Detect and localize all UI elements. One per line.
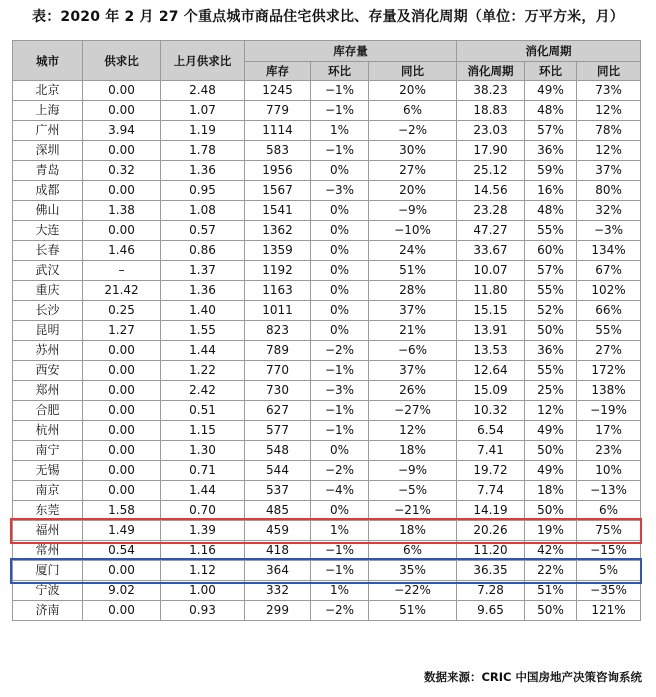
cell-cycle-mom: 50% [525,441,577,461]
cell-cycle-mom: 49% [525,81,577,101]
cell-inventory-yoy: 30% [369,141,457,161]
cell-cycle-mom: 48% [525,101,577,121]
cell-inventory: 1114 [245,121,311,141]
cell-inventory: 332 [245,581,311,601]
cell-inventory-yoy: −9% [369,201,457,221]
cell-inventory-mom: −1% [311,561,369,581]
table-row [13,501,641,521]
cell-cycle-yoy: −19% [577,401,641,421]
cell-inventory-mom: 0% [311,241,369,261]
cell-inventory-yoy: −2% [369,121,457,141]
cell-inventory-yoy: −27% [369,401,457,421]
cell-last-month: 0.95 [161,181,245,201]
cell-inventory-yoy: 28% [369,281,457,301]
cell-cycle-mom: 16% [525,181,577,201]
cell-inventory: 1011 [245,301,311,321]
cell-cycle-yoy: 73% [577,81,641,101]
cell-last-month: 1.30 [161,441,245,461]
cell-last-month: 1.44 [161,481,245,501]
cell-inventory-mom: 1% [311,521,369,541]
cell-supply-demand: 1.38 [83,201,161,221]
cell-city: 南宁 [13,441,83,461]
cell-inventory: 627 [245,401,311,421]
data-table [12,40,641,621]
cell-inventory-mom: 0% [311,161,369,181]
cell-cycle-mom: 57% [525,261,577,281]
cell-inventory-mom: −2% [311,341,369,361]
cell-cycle-mom: 36% [525,141,577,161]
cell-cycle-yoy: 32% [577,201,641,221]
cell-inventory-yoy: 27% [369,161,457,181]
cell-cycle-yoy: 80% [577,181,641,201]
table-row [13,541,641,561]
cell-supply-demand: 0.25 [83,301,161,321]
cell-supply-demand: 0.00 [83,441,161,461]
table-row [13,521,641,541]
cell-city: 重庆 [13,281,83,301]
cell-inventory: 770 [245,361,311,381]
cell-cycle: 10.07 [457,261,525,281]
cell-cycle: 33.67 [457,241,525,261]
cell-cycle-yoy: 17% [577,421,641,441]
cell-last-month: 1.00 [161,581,245,601]
cell-cycle: 17.90 [457,141,525,161]
cell-last-month: 0.51 [161,401,245,421]
cell-city: 成都 [13,181,83,201]
cell-cycle-mom: 12% [525,401,577,421]
cell-cycle-yoy: 75% [577,521,641,541]
cell-supply-demand: 0.00 [83,401,161,421]
cell-cycle-yoy: −15% [577,541,641,561]
cell-cycle: 7.74 [457,481,525,501]
cell-last-month: 0.57 [161,221,245,241]
cell-cycle-yoy: 23% [577,441,641,461]
cell-inventory: 583 [245,141,311,161]
cell-cycle-yoy: 66% [577,301,641,321]
cell-last-month: 1.55 [161,321,245,341]
cell-cycle-yoy: 12% [577,141,641,161]
cell-city: 宁波 [13,581,83,601]
cell-inventory-mom: −4% [311,481,369,501]
cell-inventory: 1956 [245,161,311,181]
cell-cycle-yoy: 102% [577,281,641,301]
cell-cycle: 19.72 [457,461,525,481]
cell-cycle-mom: 55% [525,281,577,301]
cell-cycle-yoy: −13% [577,481,641,501]
cell-inventory-mom: −1% [311,401,369,421]
header-cycle-group: 消化周期 [457,41,641,62]
cell-city: 长春 [13,241,83,261]
table-row [13,241,641,261]
cell-supply-demand: 0.54 [83,541,161,561]
cell-cycle: 18.83 [457,101,525,121]
cell-cycle-mom: 55% [525,361,577,381]
cell-inventory-yoy: 20% [369,181,457,201]
cell-city: 合肥 [13,401,83,421]
cell-inventory-mom: 0% [311,201,369,221]
cell-inventory-yoy: 51% [369,601,457,621]
table-row [13,441,641,461]
cell-cycle-yoy: 121% [577,601,641,621]
cell-cycle: 7.41 [457,441,525,461]
cell-inventory-mom: 0% [311,441,369,461]
cell-inventory-yoy: 18% [369,441,457,461]
cell-last-month: 1.12 [161,561,245,581]
cell-cycle: 23.03 [457,121,525,141]
cell-inventory-yoy: −10% [369,221,457,241]
table-row [13,101,641,121]
cell-inventory: 299 [245,601,311,621]
cell-supply-demand: 0.00 [83,361,161,381]
cell-cycle: 12.64 [457,361,525,381]
cell-inventory-mom: 0% [311,221,369,241]
cell-last-month: 1.22 [161,361,245,381]
cell-cycle: 23.28 [457,201,525,221]
cell-cycle-yoy: 10% [577,461,641,481]
cell-last-month: 0.93 [161,601,245,621]
cell-cycle-yoy: 67% [577,261,641,281]
cell-inventory-yoy: 24% [369,241,457,261]
cell-city: 福州 [13,521,83,541]
cell-inventory-mom: 0% [311,281,369,301]
table-row [13,81,641,101]
cell-supply-demand: 0.00 [83,561,161,581]
cell-inventory-yoy: 35% [369,561,457,581]
cell-cycle: 11.20 [457,541,525,561]
cell-last-month: 0.71 [161,461,245,481]
table-row [13,381,641,401]
cell-inventory: 789 [245,341,311,361]
cell-inventory: 1359 [245,241,311,261]
cell-inventory-mom: 0% [311,321,369,341]
cell-supply-demand: 0.00 [83,601,161,621]
table-row [13,141,641,161]
header-inventory-group: 库存量 [245,41,457,62]
cell-inventory-yoy: 21% [369,321,457,341]
cell-inventory: 485 [245,501,311,521]
cell-cycle: 6.54 [457,421,525,441]
cell-cycle-yoy: 37% [577,161,641,181]
cell-city: 东莞 [13,501,83,521]
cell-inventory-mom: −1% [311,81,369,101]
cell-inventory: 544 [245,461,311,481]
cell-city: 南京 [13,481,83,501]
cell-last-month: 2.42 [161,381,245,401]
cell-last-month: 1.36 [161,161,245,181]
cell-inventory-yoy: −9% [369,461,457,481]
header-city: 城市 [13,41,83,81]
cell-last-month: 1.78 [161,141,245,161]
cell-cycle-yoy: 78% [577,121,641,141]
cell-cycle-mom: 36% [525,341,577,361]
cell-cycle: 13.91 [457,321,525,341]
cell-last-month: 1.16 [161,541,245,561]
cell-cycle-mom: 22% [525,561,577,581]
cell-city: 大连 [13,221,83,241]
cell-inventory-mom: −1% [311,421,369,441]
cell-inventory: 459 [245,521,311,541]
cell-supply-demand: 0.00 [83,221,161,241]
table-row [13,481,641,501]
cell-cycle-mom: 48% [525,201,577,221]
cell-inventory: 730 [245,381,311,401]
cell-inventory-mom: 1% [311,121,369,141]
cell-cycle-mom: 50% [525,501,577,521]
cell-cycle-yoy: −35% [577,581,641,601]
cell-cycle-mom: 52% [525,301,577,321]
cell-supply-demand: 0.00 [83,381,161,401]
cell-inventory-mom: −1% [311,141,369,161]
cell-cycle-yoy: 138% [577,381,641,401]
cell-last-month: 1.39 [161,521,245,541]
cell-inventory-yoy: −6% [369,341,457,361]
cell-last-month: 1.19 [161,121,245,141]
cell-inventory: 1362 [245,221,311,241]
table-row [13,121,641,141]
cell-cycle: 15.15 [457,301,525,321]
cell-city: 上海 [13,101,83,121]
cell-supply-demand: 1.27 [83,321,161,341]
cell-city: 无锡 [13,461,83,481]
header-inventory: 库存 [245,62,311,81]
cell-inventory: 1192 [245,261,311,281]
cell-supply-demand: 1.49 [83,521,161,541]
cell-inventory-mom: −1% [311,541,369,561]
cell-city: 郑州 [13,381,83,401]
table-row [13,221,641,241]
cell-supply-demand: 0.00 [83,341,161,361]
table-row [13,361,641,381]
cell-cycle-yoy: 172% [577,361,641,381]
cell-supply-demand: 0.00 [83,81,161,101]
cell-inventory: 1567 [245,181,311,201]
table-row [13,461,641,481]
table-row [13,421,641,441]
cell-cycle-yoy: 12% [577,101,641,121]
cell-inventory-yoy: 26% [369,381,457,401]
cell-inventory-mom: −2% [311,461,369,481]
header-inventory-mom: 环比 [311,62,369,81]
table-row [13,581,641,601]
cell-supply-demand: 0.00 [83,421,161,441]
cell-cycle-yoy: −3% [577,221,641,241]
cell-cycle-mom: 18% [525,481,577,501]
cell-cycle-mom: 59% [525,161,577,181]
cell-cycle-yoy: 27% [577,341,641,361]
cell-last-month: 1.08 [161,201,245,221]
cell-cycle-mom: 42% [525,541,577,561]
cell-cycle-mom: 60% [525,241,577,261]
table-title: 表：2020 年 2 月 27 个重点城市商品住宅供求比、存量及消化周期（单位：万平方米，月） [32,9,624,25]
cell-inventory-yoy: 51% [369,261,457,281]
cell-cycle-mom: 25% [525,381,577,401]
cell-inventory-yoy: −22% [369,581,457,601]
cell-inventory: 418 [245,541,311,561]
header-last-month: 上月供求比 [161,41,245,81]
cell-city: 昆明 [13,321,83,341]
cell-cycle-mom: 51% [525,581,577,601]
cell-supply-demand: 0.00 [83,181,161,201]
cell-city: 北京 [13,81,83,101]
cell-cycle: 9.65 [457,601,525,621]
table-row [13,281,641,301]
cell-cycle: 47.27 [457,221,525,241]
cell-inventory-mom: −2% [311,601,369,621]
cell-city: 济南 [13,601,83,621]
cell-cycle-mom: 57% [525,121,577,141]
cell-supply-demand: 1.46 [83,241,161,261]
cell-cycle-mom: 55% [525,221,577,241]
cell-inventory: 1541 [245,201,311,221]
cell-inventory-mom: −3% [311,181,369,201]
cell-inventory: 548 [245,441,311,461]
cell-cycle-mom: 50% [525,601,577,621]
cell-cycle: 15.09 [457,381,525,401]
table-row [13,561,641,581]
header-cycle: 消化周期 [457,62,525,81]
table-row [13,261,641,281]
cell-cycle-yoy: 134% [577,241,641,261]
cell-supply-demand: 0.00 [83,141,161,161]
cell-inventory: 779 [245,101,311,121]
cell-cycle: 11.80 [457,281,525,301]
cell-inventory-mom: −1% [311,101,369,121]
cell-last-month: 0.86 [161,241,245,261]
table-row [13,341,641,361]
cell-cycle: 36.35 [457,561,525,581]
cell-inventory-yoy: 20% [369,81,457,101]
header-supply-demand: 供求比 [83,41,161,81]
cell-inventory: 1163 [245,281,311,301]
cell-inventory-yoy: −21% [369,501,457,521]
header-cycle-mom: 环比 [525,62,577,81]
cell-inventory-mom: 0% [311,301,369,321]
cell-inventory-yoy: 37% [369,301,457,321]
cell-city: 广州 [13,121,83,141]
cell-cycle-yoy: 5% [577,561,641,581]
cell-inventory-mom: 1% [311,581,369,601]
cell-city: 佛山 [13,201,83,221]
cell-inventory: 537 [245,481,311,501]
cell-inventory-mom: −3% [311,381,369,401]
cell-inventory: 823 [245,321,311,341]
cell-city: 深圳 [13,141,83,161]
cell-city: 长沙 [13,301,83,321]
cell-cycle-yoy: 6% [577,501,641,521]
cell-last-month: 1.15 [161,421,245,441]
cell-cycle: 14.56 [457,181,525,201]
cell-inventory: 1245 [245,81,311,101]
cell-supply-demand: – [83,261,161,281]
table-row [13,161,641,181]
table-body [13,81,641,621]
cell-supply-demand: 0.00 [83,101,161,121]
cell-supply-demand: 21.42 [83,281,161,301]
cell-supply-demand: 0.00 [83,461,161,481]
cell-inventory-mom: 0% [311,261,369,281]
table-row [13,321,641,341]
cell-cycle: 38.23 [457,81,525,101]
cell-cycle-mom: 19% [525,521,577,541]
cell-last-month: 1.40 [161,301,245,321]
header-inventory-yoy: 同比 [369,62,457,81]
cell-last-month: 1.07 [161,101,245,121]
cell-last-month: 1.44 [161,341,245,361]
cell-inventory-mom: −1% [311,361,369,381]
header-cycle-yoy: 同比 [577,62,641,81]
cell-cycle: 20.26 [457,521,525,541]
cell-cycle: 14.19 [457,501,525,521]
cell-supply-demand: 1.58 [83,501,161,521]
cell-supply-demand: 3.94 [83,121,161,141]
cell-last-month: 1.37 [161,261,245,281]
table-row [13,601,641,621]
cell-inventory-yoy: 37% [369,361,457,381]
cell-cycle: 25.12 [457,161,525,181]
cell-inventory-yoy: 12% [369,421,457,441]
cell-inventory-yoy: 6% [369,541,457,561]
cell-inventory-yoy: 6% [369,101,457,121]
table-row [13,201,641,221]
cell-cycle-mom: 49% [525,461,577,481]
cell-city: 厦门 [13,561,83,581]
cell-supply-demand: 0.00 [83,481,161,501]
cell-cycle-yoy: 55% [577,321,641,341]
cell-inventory-yoy: 18% [369,521,457,541]
cell-city: 常州 [13,541,83,561]
cell-city: 武汉 [13,261,83,281]
cell-inventory: 364 [245,561,311,581]
cell-supply-demand: 9.02 [83,581,161,601]
cell-city: 青岛 [13,161,83,181]
table-row [13,401,641,421]
cell-last-month: 1.36 [161,281,245,301]
cell-last-month: 2.48 [161,81,245,101]
cell-inventory-yoy: −5% [369,481,457,501]
cell-inventory-mom: 0% [311,501,369,521]
cell-cycle: 10.32 [457,401,525,421]
table-row [13,181,641,201]
cell-cycle: 7.28 [457,581,525,601]
cell-last-month: 0.70 [161,501,245,521]
cell-inventory: 577 [245,421,311,441]
data-source: 数据来源：CRIC 中国房地产决策咨询系统 [423,670,642,684]
table-row [13,301,641,321]
cell-city: 西安 [13,361,83,381]
cell-cycle: 13.53 [457,341,525,361]
cell-cycle-mom: 49% [525,421,577,441]
cell-city: 杭州 [13,421,83,441]
cell-city: 苏州 [13,341,83,361]
cell-supply-demand: 0.32 [83,161,161,181]
cell-cycle-mom: 50% [525,321,577,341]
